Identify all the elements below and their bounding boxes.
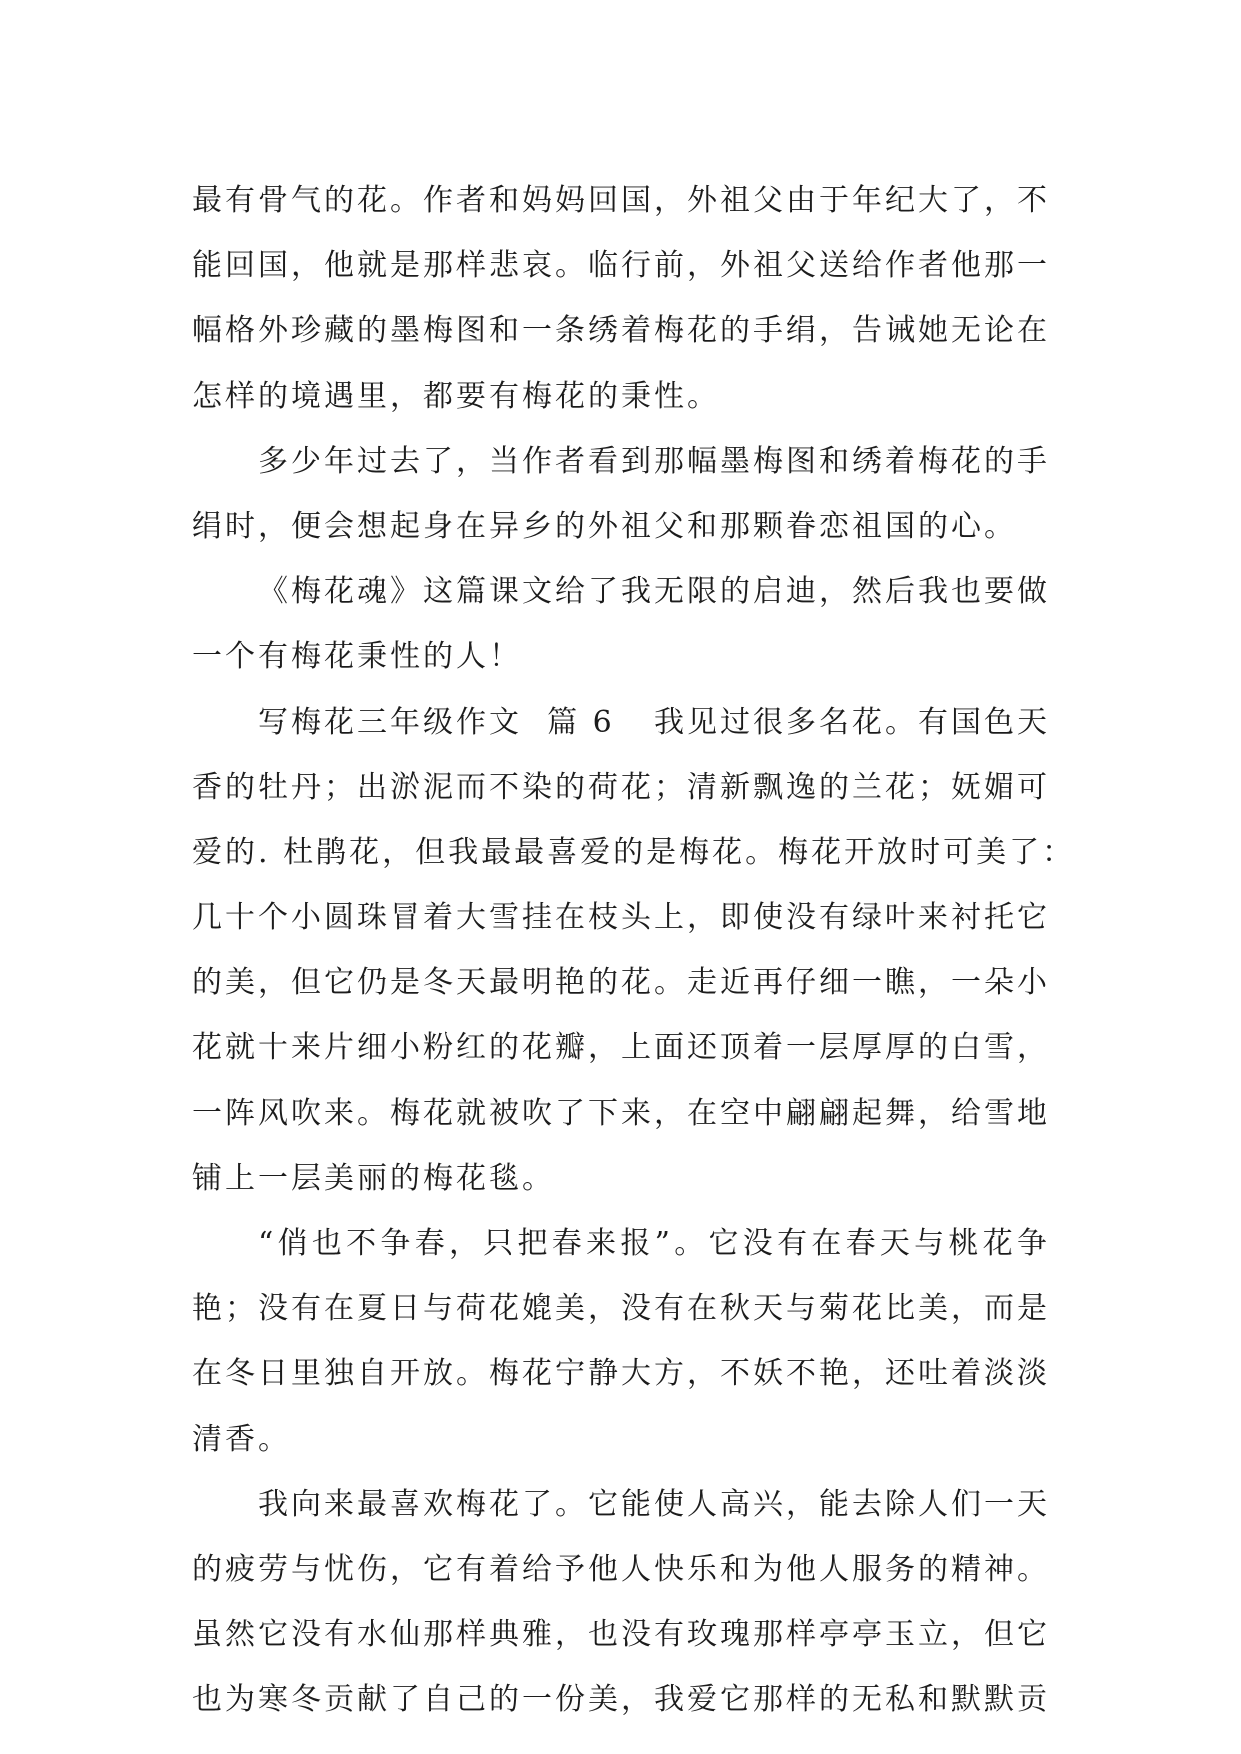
text-line: 我见过很多名花。有国色天 bbox=[654, 704, 1050, 740]
document-body bbox=[192, 168, 1076, 1733]
text-line: 多少年过去了，当作者看到那幅墨梅图和绣着梅花的手 bbox=[258, 443, 1050, 479]
paragraph bbox=[192, 1211, 1050, 1472]
text-line: 在冬日里独自开放。梅花宁静大方，不妖不艳，还吐着淡淡 bbox=[192, 1356, 1050, 1392]
text-line: “俏也不争春，只把春来报”。它没有在春天与桃花争 bbox=[258, 1226, 1050, 1261]
text-line: 的疲劳与忧伤，它有着给予他人快乐和为他人服务的精神。 bbox=[192, 1551, 1050, 1587]
text-line: 铺上一层美丽的梅花毯。 bbox=[192, 1160, 555, 1196]
heading-line bbox=[192, 690, 1050, 755]
text-line: 清香。 bbox=[192, 1421, 291, 1457]
text-line: 幅格外珍藏的墨梅图和一条绣着梅花的手绢，告诫她无论在 bbox=[192, 313, 1050, 349]
text-line: 能回国，他就是那样悲哀。临行前，外祖父送给作者他那一 bbox=[192, 248, 1050, 284]
text-line: 最有骨气的花。作者和妈妈回国，外祖父由于年纪大了，不 bbox=[192, 183, 1050, 218]
text-line: 花就十来片细小粉红的花瓣，上面还顶着一层厚厚的白雪， bbox=[192, 1030, 1050, 1066]
text-line: 绢时，便会想起身在异乡的外祖父和那颗眷恋祖国的心。 bbox=[192, 508, 1017, 544]
text-line: 爱的. 杜鹃花，但我最最喜爱的是梅花。梅花开放时可美了： bbox=[192, 834, 1076, 870]
text-line: 一个有梅花秉性的人！ bbox=[192, 639, 522, 675]
paragraph bbox=[192, 429, 1050, 559]
paragraph bbox=[192, 559, 1050, 689]
paragraph-article-6 bbox=[192, 690, 1076, 1212]
text-line: 香的牡丹；出淤泥而不染的荷花；清新飘逸的兰花；妩媚可 bbox=[192, 769, 1050, 805]
text-line: 我向来最喜欢梅花了。它能使人高兴，能去除人们一天 bbox=[258, 1486, 1050, 1522]
text-line: 虽然它没有水仙那样典雅，也没有玫瑰那样亭亭玉立，但它 bbox=[192, 1617, 1050, 1653]
text-line: 怎样的境遇里，都要有梅花的秉性。 bbox=[192, 378, 720, 414]
text-line: 的美，但它仍是冬天最明艳的花。走近再仔细一瞧，一朵小 bbox=[192, 965, 1050, 1001]
paragraph bbox=[192, 1472, 1050, 1733]
text-line: 几十个小圆珠冒着大雪挂在枝头上，即使没有绿叶来衬托它 bbox=[192, 900, 1050, 936]
text-line: 也为寒冬贡献了自己的一份美，我爱它那样的无私和默默贡 bbox=[192, 1682, 1050, 1718]
text-line: 艳；没有在夏日与荷花媲美，没有在秋天与菊花比美，而是 bbox=[192, 1291, 1050, 1327]
text-line: 《梅花魂》这篇课文给了我无限的启迪，然后我也要做 bbox=[258, 574, 1050, 610]
paragraph bbox=[192, 168, 1050, 429]
article-heading: 写梅花三年级作文 篇 6 bbox=[258, 704, 615, 740]
text-line: 一阵风吹来。梅花就被吹了下来，在空中翩翩起舞，给雪地 bbox=[192, 1095, 1050, 1131]
